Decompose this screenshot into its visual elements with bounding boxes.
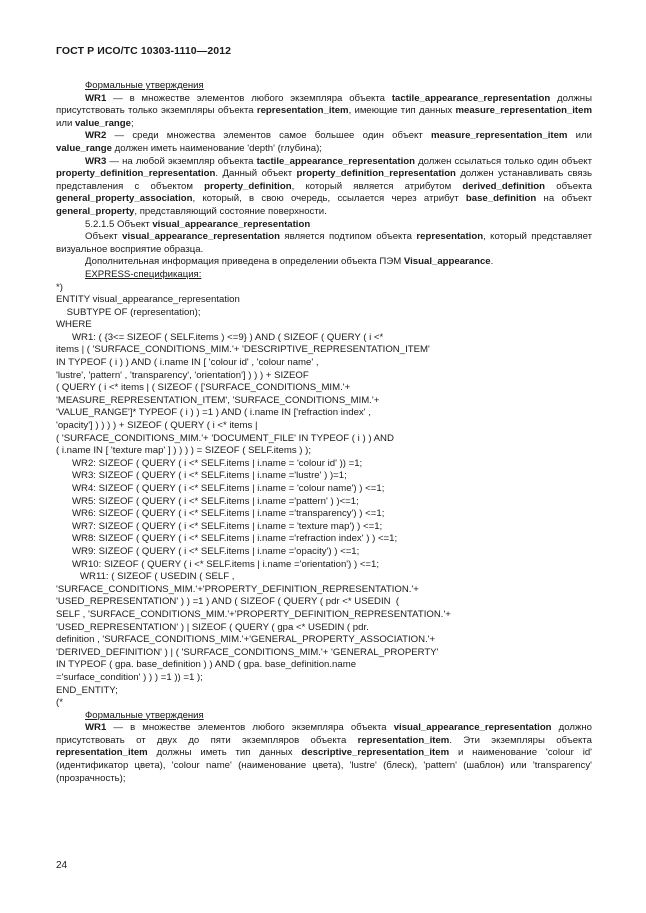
code-line: WR8: SIZEOF ( QUERY ( i <* SELF.items | i.name ='refraction index' ) ) <=1; — [56, 533, 398, 545]
code-line: WR6: SIZEOF ( QUERY ( i <* SELF.items | i.name ='transparency') ) <=1; — [56, 508, 385, 520]
code-line: WR1: ( {3<= SIZEOF ( SELF.items ) <=9} ) AND ( SIZEOF ( QUERY ( i <* — [56, 331, 384, 343]
code-line: END_ENTITY; — [56, 684, 118, 696]
code-line: WR9: SIZEOF ( QUERY ( i <* SELF.items | i.name ='opacity') ) <=1; — [56, 545, 360, 557]
code-line: ( i.name IN [ 'texture map' ] ) ) ) ) = SIZEOF ( SELF.items ) ); — [56, 445, 312, 457]
code-line: 'USED_REPRESENTATION' ) ) =1 ) AND ( SIZEOF ( QUERY ( pdr <* USEDIN ( — [56, 596, 400, 608]
code-line: 'opacity'] ) ) ) ) + SIZEOF ( QUERY ( i <* items | — [56, 420, 258, 432]
code-line: WR11: ( SIZEOF ( USEDIN ( SELF , — [56, 571, 235, 583]
code-line: 'lustre', 'pattern' , 'transparency', 'orientation'] ) ) ) + SIZEOF — [56, 369, 309, 381]
code-line: (* — [56, 697, 63, 709]
code-line: 'USED_REPRESENTATION' ) | SIZEOF ( QUERY ( gpa <* USEDIN ( pdr. — [56, 621, 369, 633]
rule-wr2: WR2 — среди множества элементов самое большее один объект measure_representation_item или value_range должен иметь наименование 'depth' (глубина); — [56, 130, 592, 154]
code-line: 'DERIVED_DEFINITION' ) | ( 'SURFACE_CONDITIONS_MIM.'+ 'GENERAL_PROPERTY' — [56, 646, 439, 658]
code-line: ( 'SURFACE_CONDITIONS_MIM.'+ 'DOCUMENT_FILE' IN TYPEOF ( i ) ) AND — [56, 432, 394, 444]
code-line: items | ( 'SURFACE_CONDITIONS_MIM.'+ 'DESCRIPTIVE_REPRESENTATION_ITEM' — [56, 344, 430, 356]
code-line: ENTITY visual_appearance_representation — [56, 294, 240, 306]
code-line: WR5: SIZEOF ( QUERY ( i <* SELF.items | i.name ='pattern' ) )<=1; — [56, 495, 359, 507]
additional-info: Дополнительная информация приведена в определении объекта ПЭМ Visual_appearance. — [85, 256, 494, 268]
code-line: IN TYPEOF ( gpa. base_definition ) ) AND ( gpa. base_definition.name — [56, 659, 357, 671]
code-line: SUBTYPE OF (representation); — [56, 306, 201, 318]
express-spec-label: EXPRESS-спецификация: — [85, 268, 202, 280]
page-content — [56, 80, 592, 785]
code-line: *) — [56, 281, 63, 293]
rule-wr1: WR1 — в множестве элементов любого экземпляра объекта tactile_appearance_representation должны присутствовать только экземпляры объекта representation_item, имеющие тип данных measure_representation_item или value_range; — [56, 92, 592, 129]
code-line: 'SURFACE_CONDITIONS_MIM.'+'PROPERTY_DEFINITION_REPRESENTATION.'+ — [56, 583, 419, 595]
code-line: WR10: SIZEOF ( QUERY ( i <* SELF.items | i.name ='orientation') ) <=1; — [56, 558, 380, 570]
code-line: ='surface_condition' ) ) ) =1 )) =1 ); — [56, 671, 203, 683]
code-line: SELF , 'SURFACE_CONDITIONS_MIM.'+'PROPERTY_DEFINITION_REPRESENTATION.'+ — [56, 608, 451, 620]
code-line: 'VALUE_RANGE']* TYPEOF ( i ) ) =1 ) AND ( i.name IN ['refraction index' , — [56, 407, 371, 419]
code-line: WR3: SIZEOF ( QUERY ( i <* SELF.items | i.name ='lustre' ) )=1; — [56, 470, 347, 482]
code-line: WHERE — [56, 319, 92, 331]
code-line: WR7: SIZEOF ( QUERY ( i <* SELF.items | i.name = 'texture map') ) <=1; — [56, 520, 383, 532]
code-line: IN TYPEOF ( i ) ) AND ( i.name IN [ 'colour id' , 'colour name' , — [56, 357, 319, 369]
code-line: ( QUERY ( i <* items | ( SIZEOF ( ['SURFACE_CONDITIONS_MIM.'+ — [56, 382, 351, 394]
code-line: definition , 'SURFACE_CONDITIONS_MIM.'+'GENERAL_PROPERTY_ASSOCIATION.'+ — [56, 634, 436, 646]
document-header: ГОСТ Р ИСО/ТС 10303-1110—2012 — [56, 45, 232, 57]
express-code-block — [56, 282, 592, 710]
code-line: WR2: SIZEOF ( QUERY ( i <* SELF.items | i.name = 'colour id' )) =1; — [56, 457, 363, 469]
rule-wr3: WR3 — на любой экземпляр объекта tactile_appearance_representation должен ссылаться только один объект property_definition_representation. Данный объект property_definition_representation должен устанавливать связь представления с объектом property_definition, который является атрибутом derived_definition объекта general_property_association, который, в свою очередь, ссылается через атрибут base_definition на объект general_property, представляющий состояние поверхности. — [56, 155, 592, 217]
subsection-heading: 5.2.1.5 Объект visual_appearance_representation — [85, 218, 311, 230]
section-heading-formal-statements: Формальные утверждения — [85, 80, 204, 91]
entity-description: Объект visual_appearance_representation является подтипом объекта representation, который представляет визуальное восприятие образца. — [56, 231, 593, 255]
page-number: 24 — [56, 860, 68, 871]
code-line: WR4: SIZEOF ( QUERY ( i <* SELF.items | i.name = 'colour name') ) <=1; — [56, 483, 385, 494]
rule-wr1-visual: WR1 — в множестве элементов любого экземпляра объекта visual_appearance_representation должно присутствовать от двух до пяти экземпляров объекта representation_item. Эти экземпляры объекта representation_item должны иметь тип данных descriptive_representation_item и наименование 'colour id' (идентификатор цвета), 'colour name' (наименование цвета), 'lustre' (блеск), 'pattern' (шаблон) или 'transparency' (прозрачность); — [56, 722, 593, 784]
code-line: 'MEASURE_REPRESENTATION_ITEM', 'SURFACE_CONDITIONS_MIM.'+ — [56, 394, 380, 406]
section-heading-formal-statements-2: Формальные утверждения — [85, 709, 204, 721]
